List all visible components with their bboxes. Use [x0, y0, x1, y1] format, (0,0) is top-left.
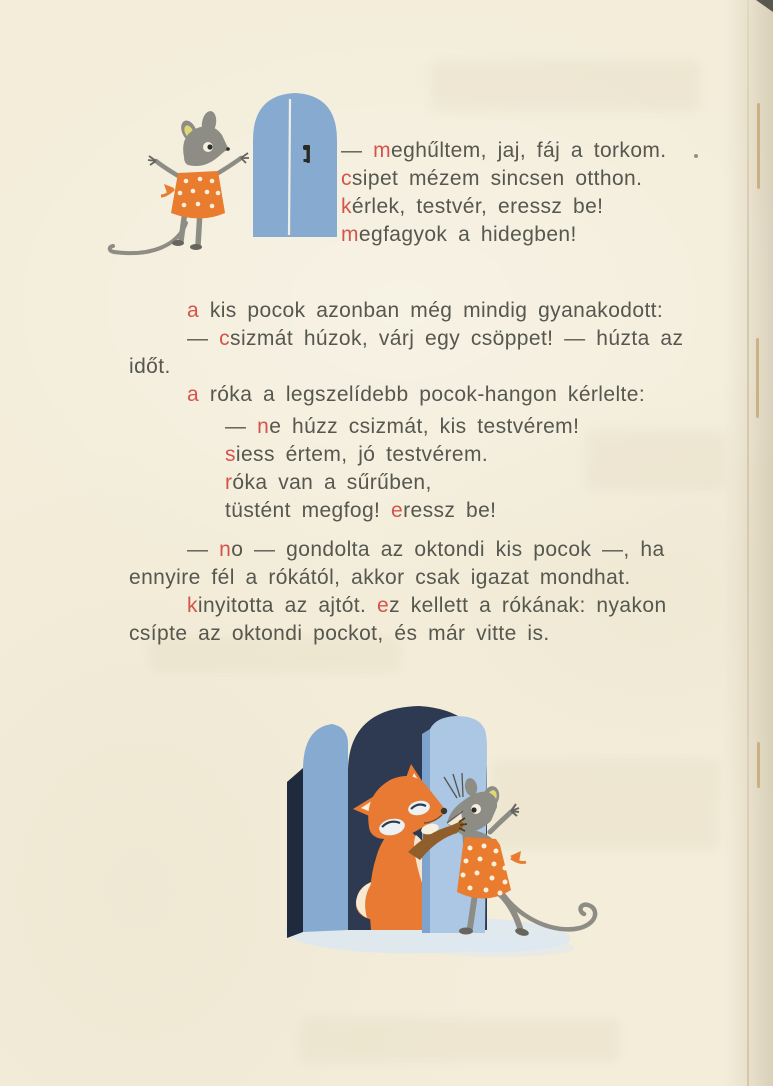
mouse-hand: [148, 156, 156, 165]
binding-stitch: [756, 338, 759, 418]
page-bleedthrough: [300, 1018, 620, 1062]
text-line: kérlek, testvér, eressz be!: [341, 195, 604, 218]
mouse-pupil: [471, 807, 476, 812]
illustration-fox-catches-mouse-at-door: [230, 680, 670, 980]
text-line: csipet mézem sincsen otthon.: [341, 167, 643, 190]
red-initial-letter: k: [341, 195, 352, 218]
red-initial-letter: c: [341, 167, 352, 190]
door-split-line: [289, 99, 290, 235]
text-line: siess értem, jó testvérem.: [225, 443, 489, 466]
text-line: a kis pocok azonban még mindig gyanakodott:: [187, 299, 664, 322]
red-initial-letter: n: [257, 415, 270, 438]
binding-stitch: [757, 103, 760, 189]
mouse-pupil: [207, 144, 212, 149]
red-initial-letter: c: [219, 327, 231, 350]
text-line: ennyire fél a rókától, akkor csak igazat mondhat.: [129, 566, 631, 589]
paper-speck: [694, 154, 698, 158]
red-initial-letter: a: [187, 299, 200, 322]
text-line: a róka a legszelídebb pocok-hangon kérlelte:: [187, 383, 646, 406]
mouse-pleading: [110, 110, 249, 253]
mouse-foot: [190, 244, 202, 250]
red-initial-letter: m: [341, 223, 359, 246]
red-initial-letter: r: [225, 471, 233, 494]
text-line: — ne húzz csizmát, kis testvérem!: [225, 415, 580, 438]
mouse-foot: [459, 928, 473, 935]
red-initial-letter: n: [219, 538, 232, 561]
text-line: tüstént megfog! eressz be!: [225, 499, 497, 522]
fox-catches-mouse-drawing: [230, 680, 670, 980]
dress-bow: [510, 851, 526, 863]
text-line: — csizmát húzok, várj egy csöppet! — húzta az: [187, 327, 684, 350]
page-bleedthrough: [430, 60, 700, 112]
scan-corner-mark: [756, 0, 773, 12]
text-line: róka van a sűrűben,: [225, 471, 432, 494]
mouse-foot: [172, 240, 184, 246]
red-initial-letter: s: [225, 443, 236, 466]
paragraph-pocok-suspicious: [129, 297, 683, 409]
verse-fox-coaxing: [225, 413, 579, 525]
mouse-arm: [156, 161, 180, 177]
mouse-at-closed-door-drawing: [100, 85, 350, 285]
text-line: — no — gondolta az oktondi kis pocok —, ha: [187, 538, 665, 561]
red-initial-letter: m: [373, 139, 392, 162]
text-line: csípte az oktondi pockot, és már vitte is.: [129, 622, 550, 645]
dress-bow: [161, 184, 174, 196]
fox-nose: [441, 808, 447, 814]
mouse-arm: [215, 158, 241, 175]
open-door-left-panel: [287, 724, 348, 938]
page-bleedthrough: [585, 430, 725, 490]
mouse-tail: [110, 223, 186, 253]
text-line: időt.: [129, 355, 171, 378]
text-line: kinyitotta az ajtót. ez kellett a rókának: nyakon: [187, 594, 667, 617]
binding-stitch: [757, 742, 760, 788]
text-line: megfagyok a hidegben!: [341, 223, 577, 246]
verse-fox-plea: [341, 137, 667, 249]
red-initial-letter: a: [187, 383, 200, 406]
text-line: — meghűltem, jaj, fáj a torkom.: [341, 139, 667, 162]
illustration-mouse-at-closed-door: [100, 85, 350, 285]
closed-door: [253, 93, 337, 237]
red-initial-letter: e: [377, 594, 390, 617]
page-crease: [747, 0, 749, 1086]
red-initial-letter: e: [391, 499, 404, 522]
mouse-nose: [226, 147, 230, 151]
paragraph-pocok-opens-door: [129, 536, 667, 648]
red-initial-letter: k: [187, 594, 198, 617]
mouse-hand: [241, 153, 249, 163]
